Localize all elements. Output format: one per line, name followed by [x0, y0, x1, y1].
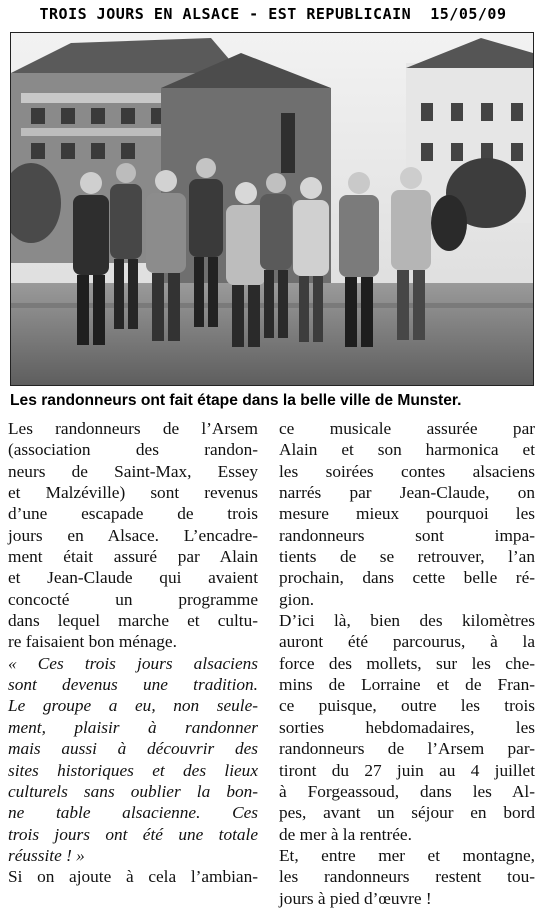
article-line: randonneurs de l’Arsem par- — [279, 739, 535, 759]
photo-caption: Les randonneurs ont fait étape dans la belle ville de Munster. — [10, 392, 462, 409]
article-line: auront été parcourus, à la — [279, 632, 535, 652]
article-column-right — [279, 418, 535, 909]
quote-line: mais aussi à découvrir des — [8, 739, 258, 759]
article-line: ce musicale assurée par — [279, 419, 535, 438]
article-line: ment était assuré par Alain — [8, 547, 258, 567]
quote-line: Le groupe a eu, non seule- — [8, 696, 258, 716]
article-line: concocté un programme — [8, 589, 258, 609]
article-line: sorties hebdomadaires, les — [279, 717, 535, 737]
article-line: jours à pied d’œuvre ! — [279, 888, 432, 908]
quote-line: culturels sans oublier la bon- — [8, 781, 258, 801]
article-line: et Malzéville) sont revenus — [8, 483, 258, 503]
article-line: tients de se retrouver, l’an — [279, 547, 535, 567]
article-line: dans lequel marche et cultu- — [8, 611, 258, 631]
quote-line: sont devenus une tradition. — [8, 675, 258, 695]
article-column-left — [8, 418, 258, 888]
article-line: pes, avant un séjour en bord — [279, 803, 535, 823]
article-line: randonneurs sont impa- — [279, 525, 535, 545]
hikers-photo-illustration — [11, 33, 533, 385]
article-line: (association des randon- — [8, 440, 258, 460]
article-line: à Forgeassoud, dans les Al- — [279, 781, 535, 801]
article-line: ce puisque, outre les trois — [279, 696, 535, 716]
article-line: D’ici là, bien des kilomètres — [279, 611, 535, 631]
article-line: neurs de Saint-Max, Essey — [8, 461, 258, 481]
article-line: Les randonneurs de l’Arsem — [8, 419, 258, 438]
article-line: tiront du 27 juin au 4 juillet — [279, 760, 535, 780]
article-line: re faisaient bon ménage. — [8, 632, 177, 652]
article-line: et Jean-Claude qui avaient — [8, 568, 258, 588]
quote-line: « Ces trois jours alsaciens — [8, 653, 258, 673]
article-line: les randonneurs restent tou- — [279, 867, 535, 887]
newspaper-header: TROIS JOURS EN ALSACE - EST REPUBLICAIN 15/05/09 — [39, 5, 507, 23]
article-line: Si on ajoute à cela l’ambian- — [8, 867, 258, 887]
quote-line: ment, plaisir à randonner — [8, 717, 258, 737]
quote-line: réussite ! » — [8, 845, 85, 865]
article-line: force des mollets, sur les che- — [279, 653, 535, 673]
article-line: Et, entre mer et montagne, — [279, 845, 535, 865]
article-line: narrés par Jean-Claude, on — [279, 483, 535, 503]
article-line: mins de Lorraine et de Fran- — [279, 675, 535, 695]
quote-line: sites historiques et des lieux — [8, 760, 258, 780]
article-line: d’une escapade de trois — [8, 504, 258, 524]
article-line: Alain et son harmonica et — [279, 440, 535, 460]
article-line: prochain, dans cette belle ré- — [279, 568, 535, 588]
article-line: mesure mieux pourquoi les — [279, 504, 535, 524]
article-line: de mer à la rentrée. — [279, 824, 412, 844]
article-line: les soirées contes alsaciens — [279, 461, 535, 481]
article-line: jours en Alsace. L’encadre- — [8, 525, 258, 545]
quote-line: trois jours ont été une totale — [8, 824, 258, 844]
quote-line: ne table alsacienne. Ces — [8, 803, 258, 823]
group-photo — [10, 32, 534, 386]
article-line: gion. — [279, 589, 315, 609]
